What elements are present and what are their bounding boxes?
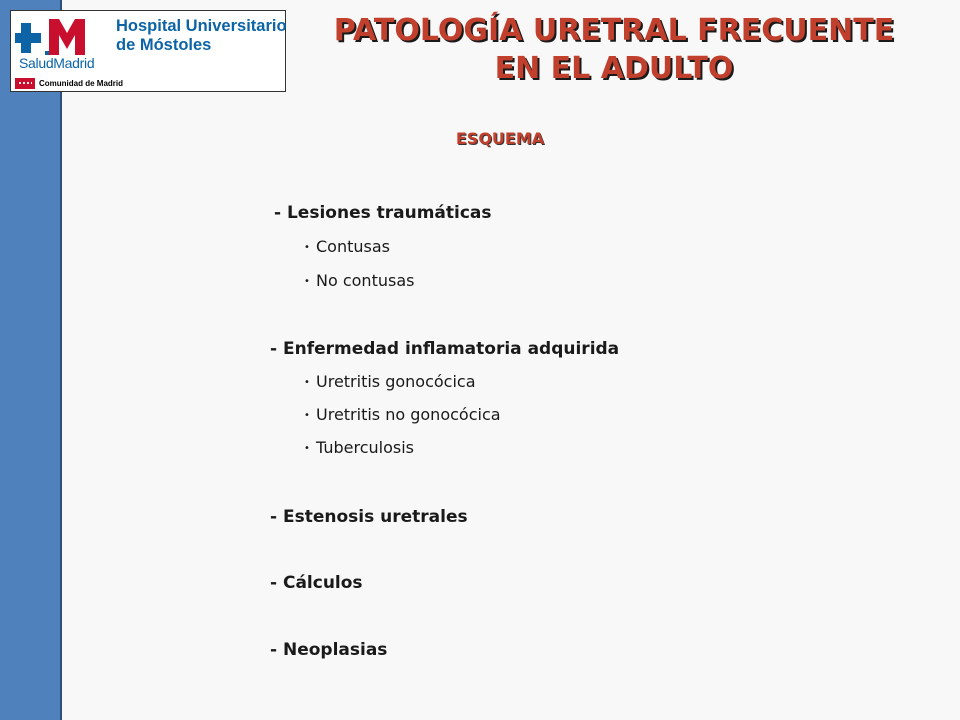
region-badge	[15, 77, 123, 89]
heading-enfermedad: - Enfermedad inflamatoria adquirida	[270, 339, 620, 359]
section-subtitle: ESQUEMA	[455, 129, 545, 148]
heading-calculos: - Cálculos	[270, 573, 363, 593]
bullet-item	[304, 237, 390, 256]
bullet-text: Uretritis gonocócica	[316, 372, 476, 391]
bullet-text: Tuberculosis	[316, 438, 414, 457]
hospital-name-line1: Hospital Universitario	[116, 17, 287, 35]
heading-lesiones: - Lesiones traumáticas	[274, 203, 492, 223]
bullet-text: No contusas	[316, 271, 415, 290]
bullet-item	[304, 405, 501, 424]
madrid-flag-icon	[15, 78, 35, 89]
sidebar-band	[0, 0, 62, 720]
salud-madrid-text: SaludMadrid	[19, 55, 95, 71]
bullet-text: Uretritis no gonocócica	[316, 405, 501, 424]
heading-estenosis: - Estenosis uretrales	[270, 507, 468, 527]
hospital-name-line2: de Móstoles	[116, 36, 212, 54]
page-title-line1: PATOLOGÍA URETRAL FRECUENTE	[333, 13, 895, 48]
bullet-icon: •	[304, 242, 310, 253]
region-text: Comunidad de Madrid	[39, 78, 123, 88]
bullet-icon: •	[304, 276, 310, 287]
bullet-item	[304, 438, 414, 457]
bullet-item	[304, 271, 414, 290]
hospital-logo	[10, 10, 286, 92]
bullet-icon: •	[304, 410, 310, 421]
bullet-item	[304, 372, 476, 391]
heading-neoplasias: - Neoplasias	[270, 640, 388, 660]
bullet-text: Contusas	[316, 237, 390, 256]
hospital-name	[116, 17, 287, 55]
page-title	[296, 12, 932, 88]
bullet-icon: •	[304, 443, 310, 454]
page-title-line2: EN EL ADULTO	[494, 51, 734, 86]
bullet-icon: •	[304, 377, 310, 388]
